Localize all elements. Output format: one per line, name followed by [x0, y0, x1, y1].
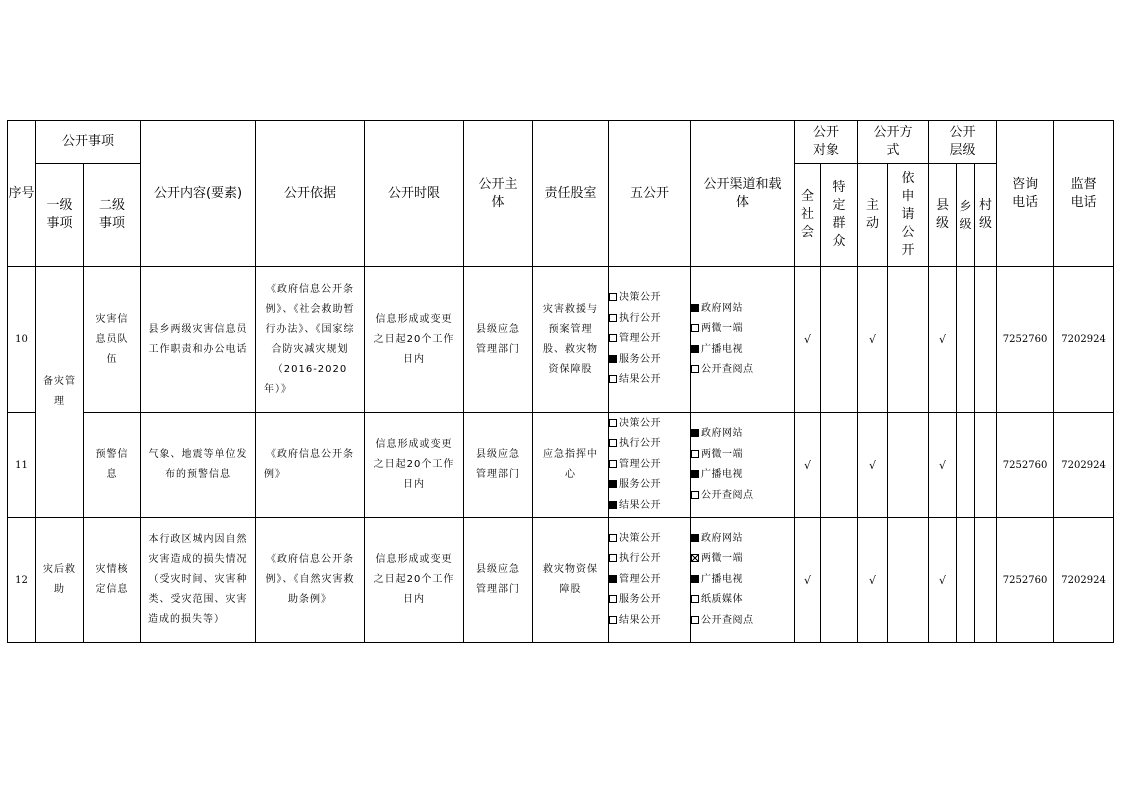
- row-channels: [691, 267, 795, 413]
- header-tier-county: 县级: [929, 164, 957, 267]
- checkbox-icon: [691, 534, 699, 542]
- row-content: 本行政区城内因自然灾害造成的损失情况（受灾时间、灾害种类、受灾范围、灾害造成的损失等）: [141, 518, 256, 643]
- five-open-option: 管理公开: [609, 455, 690, 476]
- five-open-option: 执行公开: [609, 309, 690, 330]
- checkbox-icon: [609, 595, 617, 603]
- row-level2: 灾情核定信息: [84, 518, 141, 643]
- row-content: 气象、地震等单位发布的预警信息: [141, 413, 256, 518]
- header-mode-request: 依申请公开: [888, 164, 929, 267]
- channel-option: 两微一端: [691, 319, 794, 340]
- row-content: 县乡两级灾害信息员工作职责和办公电话: [141, 267, 256, 413]
- header-timeframe: 公开时限: [365, 121, 464, 267]
- checkbox-icon: [609, 314, 617, 322]
- row-level1: 灾后救助: [36, 518, 84, 643]
- header-level1: 一级事项: [36, 164, 84, 267]
- check-all-society: √: [795, 413, 821, 518]
- header-tier: 公开层级: [929, 121, 997, 164]
- check-all-society: √: [795, 518, 821, 643]
- row-basis: 《政府信息公开条例》、《自然灾害救助条例》: [256, 518, 365, 643]
- checkbox-icon: [609, 375, 617, 383]
- five-open-option: 结果公开: [609, 496, 690, 517]
- checkbox-icon: [691, 345, 699, 353]
- checkbox-icon: [609, 419, 617, 427]
- five-open-option: 服务公开: [609, 590, 690, 611]
- row-timeframe: 信息形成或变更之日起20个工作日内: [365, 267, 464, 413]
- checkbox-icon: [691, 470, 699, 478]
- five-open-option: 管理公开: [609, 329, 690, 350]
- row-timeframe: 信息形成或变更之日起20个工作日内: [365, 413, 464, 518]
- channel-option: 公开查阅点: [691, 360, 794, 381]
- row-subject: 县级应急管理部门: [464, 518, 533, 643]
- check-specific-group: [821, 518, 858, 643]
- header-target-group: 特定群众: [821, 164, 858, 267]
- checkbox-icon: [691, 554, 699, 562]
- disclosure-table: [7, 120, 1114, 643]
- header-level2: 二级事项: [84, 164, 141, 267]
- five-open-option: 结果公开: [609, 611, 690, 632]
- header-supervise-phone: 监督电话: [1054, 121, 1114, 267]
- channel-option: 公开查阅点: [691, 486, 794, 507]
- header-tier-township: 乡级: [957, 164, 975, 267]
- table-row: [8, 518, 1114, 643]
- supervise-phone: 7202924: [1054, 518, 1114, 643]
- checkbox-icon: [609, 480, 617, 488]
- check-county: √: [929, 518, 957, 643]
- five-open-option: 执行公开: [609, 549, 690, 570]
- check-active: √: [858, 518, 888, 643]
- row-seq: 11: [8, 413, 36, 518]
- row-level2: 灾害信息员队伍: [84, 267, 141, 413]
- checkbox-icon: [691, 616, 699, 624]
- row-subject: 县级应急管理部门: [464, 413, 533, 518]
- header-consult-phone: 咨询电话: [997, 121, 1054, 267]
- checkbox-icon: [691, 595, 699, 603]
- check-specific-group: [821, 267, 858, 413]
- checkbox-icon: [609, 460, 617, 468]
- channel-option: 纸质媒体: [691, 590, 794, 611]
- channel-option: 广播电视: [691, 340, 794, 361]
- check-on-request: [888, 518, 929, 643]
- header-mode: 公开方式: [858, 121, 929, 164]
- row-five-open: [609, 518, 691, 643]
- header-target-all: 全社会: [795, 164, 821, 267]
- check-village: [975, 518, 997, 643]
- header-matters: 公开事项: [36, 121, 141, 164]
- checkbox-icon: [691, 324, 699, 332]
- row-office: 应急指挥中心: [533, 413, 609, 518]
- channel-option: 政府网站: [691, 299, 794, 320]
- supervise-phone: 7202924: [1054, 267, 1114, 413]
- channel-option: 公开查阅点: [691, 611, 794, 632]
- consult-phone: 7252760: [997, 413, 1054, 518]
- check-village: [975, 267, 997, 413]
- channel-option: 广播电视: [691, 465, 794, 486]
- checkbox-icon: [691, 304, 699, 312]
- five-open-option: 决策公开: [609, 288, 690, 309]
- header-mode-active: 主动: [858, 164, 888, 267]
- row-seq: 10: [8, 267, 36, 413]
- check-on-request: [888, 267, 929, 413]
- checkbox-icon: [609, 554, 617, 562]
- row-five-open: [609, 267, 691, 413]
- checkbox-icon: [691, 365, 699, 373]
- row-basis: 《政府信息公开条例》: [256, 413, 365, 518]
- header-seq: 序号: [8, 121, 36, 267]
- checkbox-icon: [609, 355, 617, 363]
- five-open-option: 结果公开: [609, 370, 690, 391]
- checkbox-icon: [691, 491, 699, 499]
- five-open-option: 执行公开: [609, 434, 690, 455]
- check-all-society: √: [795, 267, 821, 413]
- consult-phone: 7252760: [997, 267, 1054, 413]
- row-subject: 县级应急管理部门: [464, 267, 533, 413]
- header-channel: 公开渠道和载体: [691, 121, 795, 267]
- five-open-option: 决策公开: [609, 414, 690, 435]
- checkbox-icon: [609, 534, 617, 542]
- check-township: [957, 413, 975, 518]
- header-subject: 公开主体: [464, 121, 533, 267]
- checkbox-icon: [609, 501, 617, 509]
- header-tier-village: 村级: [975, 164, 997, 267]
- checkbox-icon: [609, 616, 617, 624]
- check-township: [957, 267, 975, 413]
- checkbox-icon: [609, 575, 617, 583]
- channel-option: 两微一端: [691, 445, 794, 466]
- channel-option: 政府网站: [691, 424, 794, 445]
- five-open-option: 管理公开: [609, 570, 690, 591]
- check-specific-group: [821, 413, 858, 518]
- channel-option: 两微一端: [691, 549, 794, 570]
- row-seq: 12: [8, 518, 36, 643]
- row-office: 灾害救援与预案管理股、救灾物资保障股: [533, 267, 609, 413]
- row-office: 救灾物资保障股: [533, 518, 609, 643]
- five-open-option: 服务公开: [609, 475, 690, 496]
- checkbox-icon: [609, 293, 617, 301]
- checkbox-icon: [691, 429, 699, 437]
- check-township: [957, 518, 975, 643]
- check-village: [975, 413, 997, 518]
- check-on-request: [888, 413, 929, 518]
- table-row: [8, 413, 1114, 518]
- checkbox-icon: [609, 334, 617, 342]
- checkbox-icon: [691, 575, 699, 583]
- consult-phone: 7252760: [997, 518, 1054, 643]
- checkbox-icon: [609, 439, 617, 447]
- channel-option: 政府网站: [691, 529, 794, 550]
- check-active: √: [858, 413, 888, 518]
- five-open-option: 服务公开: [609, 350, 690, 371]
- check-active: √: [858, 267, 888, 413]
- header-content: 公开内容(要素): [141, 121, 256, 267]
- header-basis: 公开依据: [256, 121, 365, 267]
- header-office: 责任股室: [533, 121, 609, 267]
- channel-option: 广播电视: [691, 570, 794, 591]
- row-level1: 备灾管理: [36, 267, 84, 518]
- row-channels: [691, 413, 795, 518]
- header-five-open: 五公开: [609, 121, 691, 267]
- row-five-open: [609, 413, 691, 518]
- check-county: √: [929, 413, 957, 518]
- checkbox-icon: [691, 450, 699, 458]
- table-row: [8, 267, 1114, 413]
- five-open-option: 决策公开: [609, 529, 690, 550]
- row-basis: 《政府信息公开条例》、《社会救助暂行办法》、《国家综合防灾减灾规划（2016-2020年）》: [256, 267, 365, 413]
- row-timeframe: 信息形成或变更之日起20个工作日内: [365, 518, 464, 643]
- supervise-phone: 7202924: [1054, 413, 1114, 518]
- row-level2: 预警信息: [84, 413, 141, 518]
- row-channels: [691, 518, 795, 643]
- check-county: √: [929, 267, 957, 413]
- header-target: 公开对象: [795, 121, 858, 164]
